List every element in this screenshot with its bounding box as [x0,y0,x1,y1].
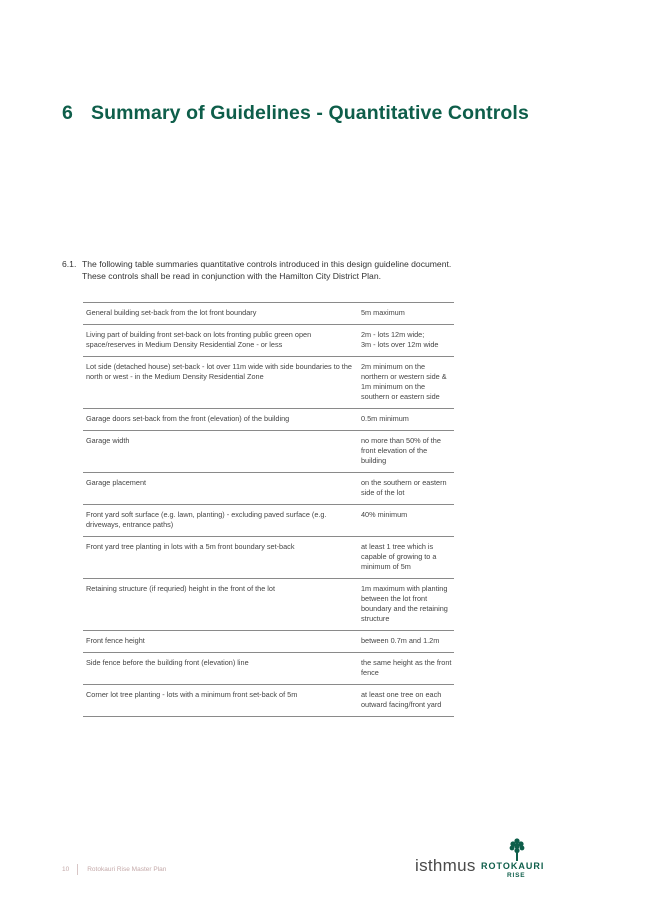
control-value: no more than 50% of the front elevation of the building [358,431,454,473]
control-item: Living part of building front set-back on lots fronting public green open space/reserves in Medium Density Residential Zone - or less [83,325,358,357]
control-value: 40% minimum [358,505,454,537]
page-number: 10 [62,866,70,874]
intro-text: The following table summaries quantitative controls introduced in this design guideline document. These controls shall be read in conjunction with the Hamilton City District Plan. [82,259,452,281]
table-row [83,409,454,431]
quantitative-controls-table [83,302,454,717]
control-item: Lot side (detached house) set-back - lot over 11m wide with side boundaries to the north or west - in the Medium Density Residential Zone [83,357,358,409]
control-item: Front yard tree planting in lots with a 5m front boundary set-back [83,537,358,579]
table-row [83,473,454,505]
control-value: at least one tree on each outward facing/front yard [358,685,454,717]
table-row [83,303,454,325]
table-row [83,653,454,685]
control-value: on the southern or eastern side of the lot [358,473,454,505]
control-item: Side fence before the building front (elevation) line [83,653,358,685]
section-number: 6 [62,102,73,124]
table-row [83,505,454,537]
control-item: Garage width [83,431,358,473]
footer-divider [77,864,78,875]
table-row [83,631,454,653]
document-title: Rotokauri Rise Master Plan [87,866,167,874]
control-item: Front fence height [83,631,358,653]
table-row [83,325,454,357]
control-value: the same height as the front fence [358,653,454,685]
control-value: between 0.7m and 1.2m [358,631,454,653]
table-row [83,357,454,409]
control-item: Garage doors set-back from the front (elevation) of the building [83,409,358,431]
control-value: 2m minimum on the northern or western side & 1m minimum on the southern or eastern side [358,357,454,409]
tree-logo-icon [508,838,526,862]
control-value: 1m maximum with planting between the lot front boundary and the retaining structure [358,579,454,631]
controls-table-body [83,303,454,717]
control-item: Front yard soft surface (e.g. lawn, planting) - excluding paved surface (e.g. driveways, entrance paths) [83,505,358,537]
control-value: 5m maximum [358,303,454,325]
rotokauri-logo-subtext: RISE [507,872,526,879]
control-item: General building set-back from the lot front boundary [83,303,358,325]
table-row [83,579,454,631]
table-row [83,537,454,579]
control-value: at least 1 tree which is capable of growing to a minimum of 5m [358,537,454,579]
control-item: Garage placement [83,473,358,505]
control-item: Corner lot tree planting - lots with a minimum front set-back of 5m [83,685,358,717]
rotokauri-logo-text: ROTOKAURI [481,861,545,871]
control-value: 2m - lots 12m wide; 3m - lots over 12m wide [358,325,454,357]
control-item: Retaining structure (if requried) height in the front of the lot [83,579,358,631]
isthmus-logo: isthmus [415,856,476,875]
intro-number: 6.1. [62,259,77,269]
page-footer [62,864,166,875]
table-row [83,431,454,473]
section-title: Summary of Guidelines - Quantitative Controls [91,102,529,124]
table-row [83,685,454,717]
section-heading [62,102,529,125]
control-value: 0.5m minimum [358,409,454,431]
intro-paragraph [62,258,462,282]
